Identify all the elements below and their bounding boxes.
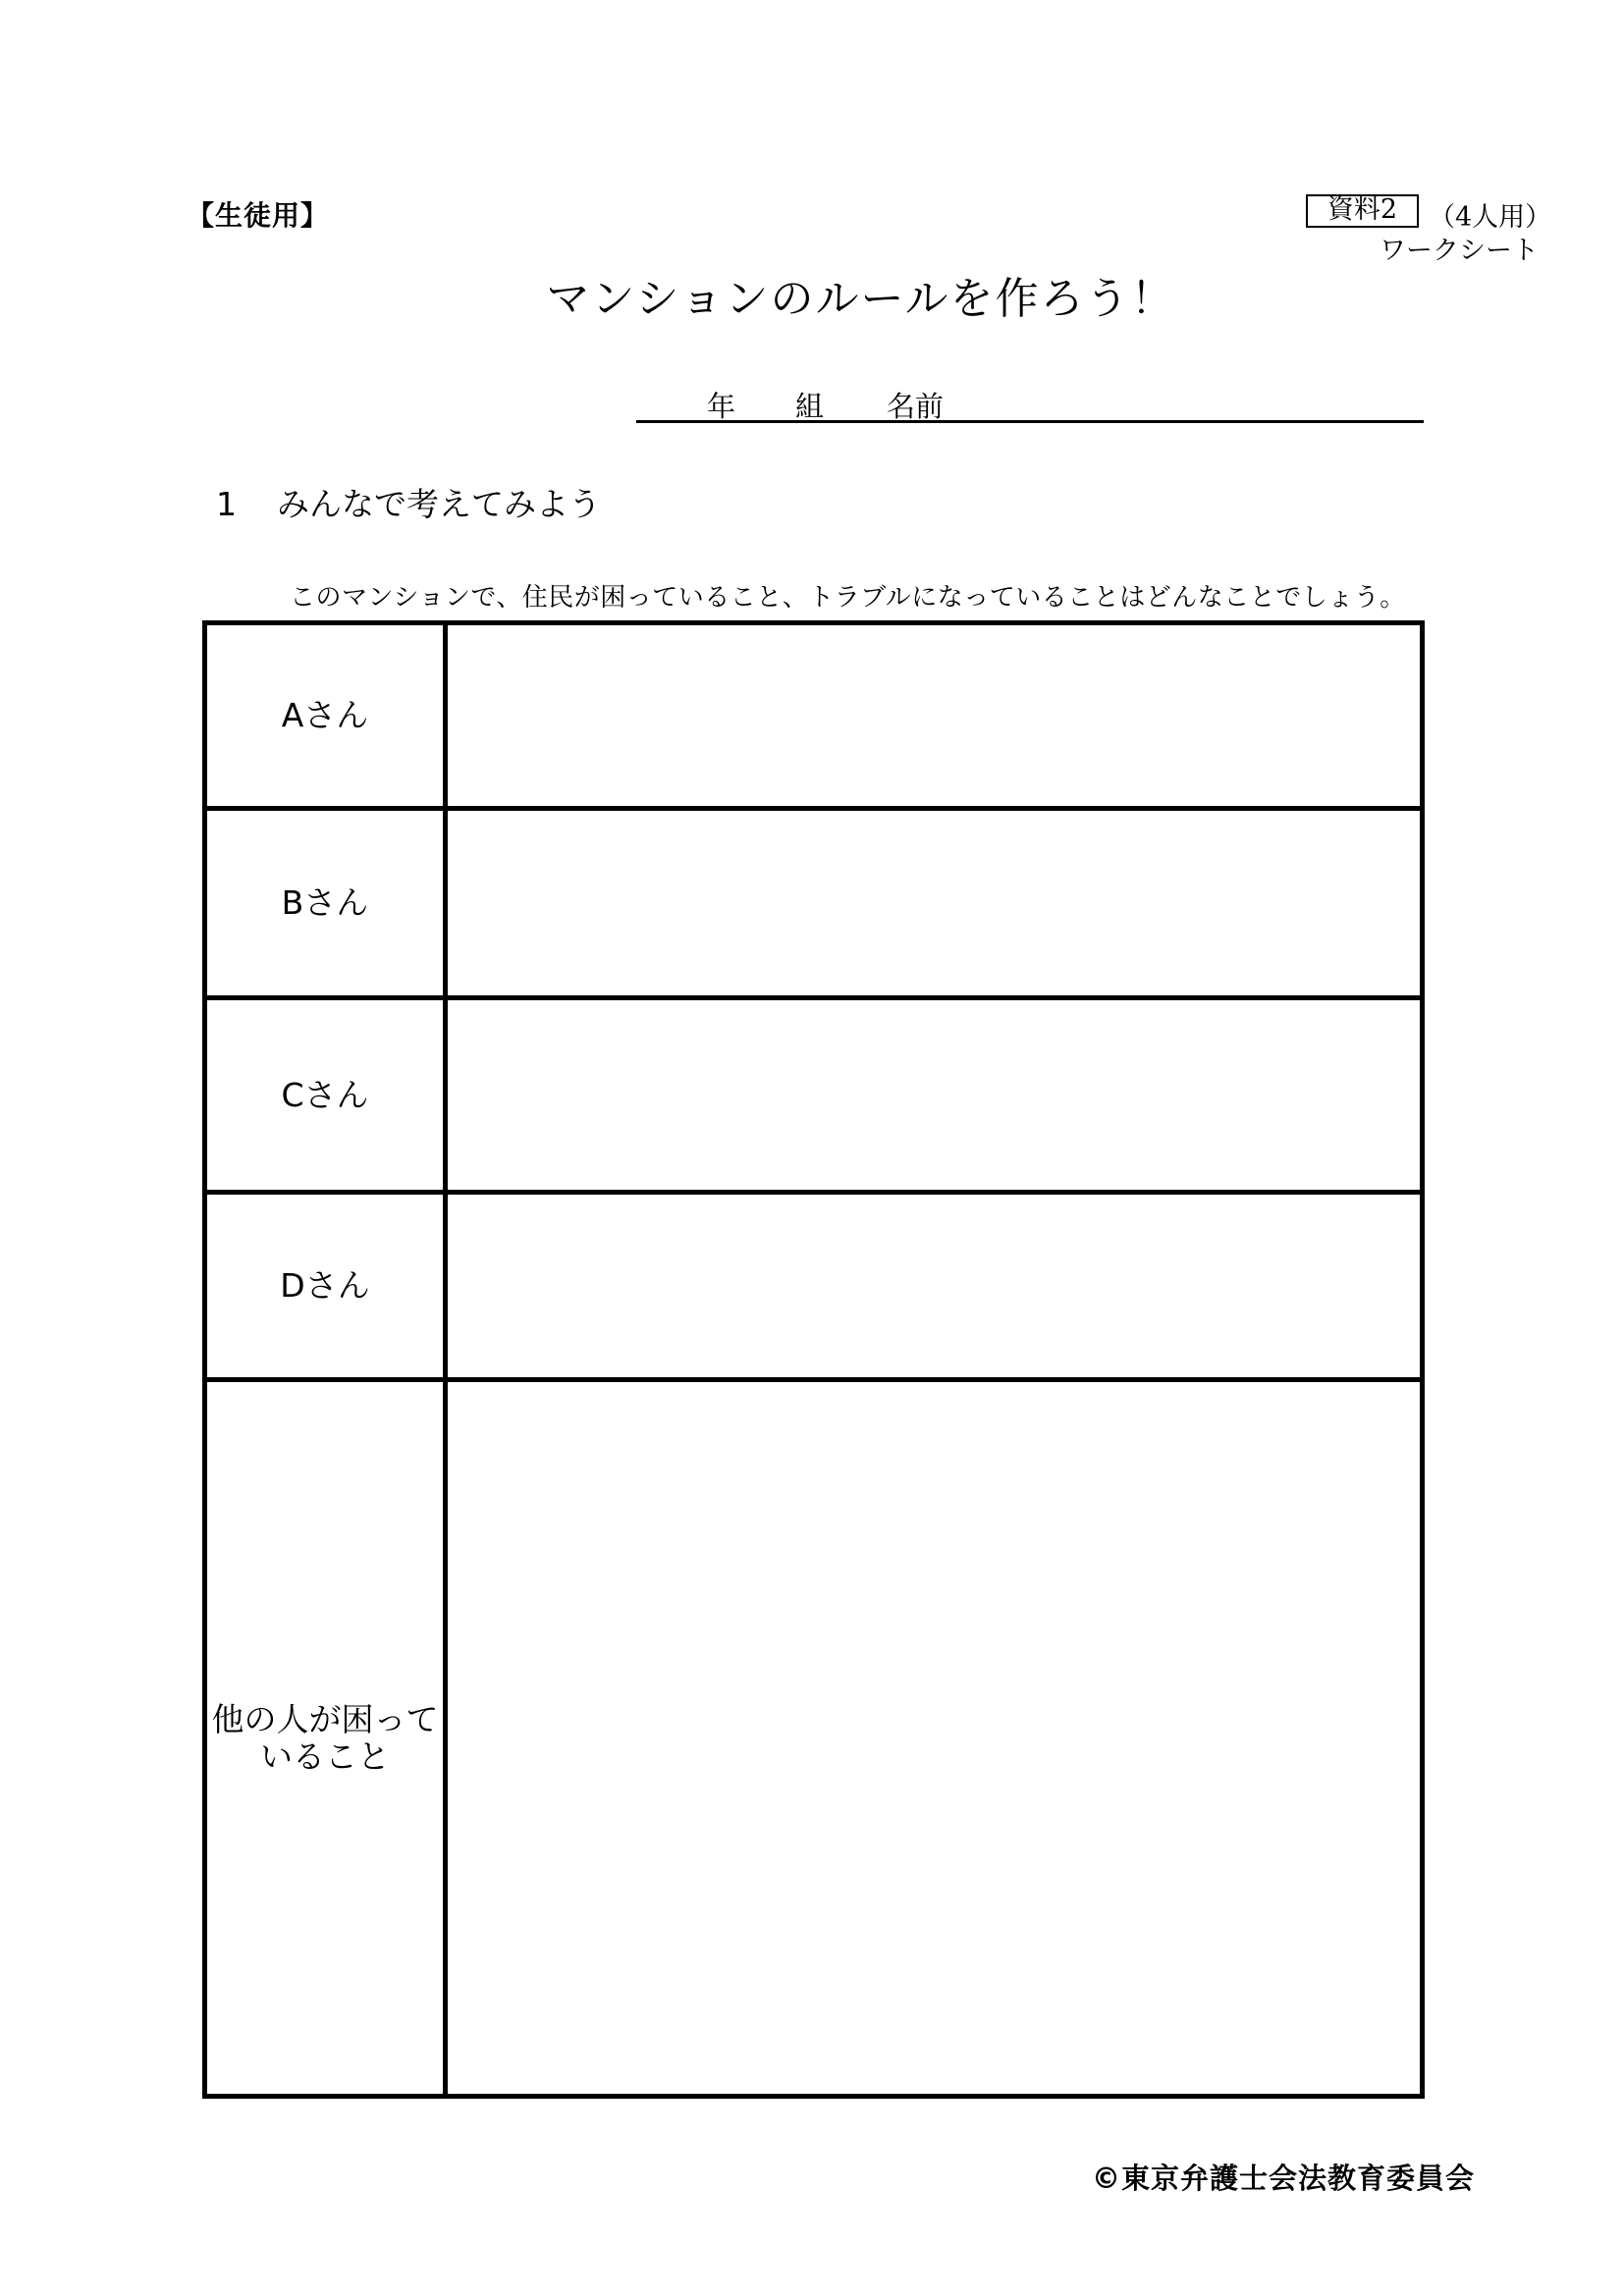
answer-cell-d[interactable] bbox=[446, 1193, 1423, 1380]
document-type-label: ワークシート bbox=[1380, 236, 1539, 266]
answer-cell-b[interactable] bbox=[446, 809, 1423, 998]
table-row bbox=[205, 809, 1423, 998]
section-title: みんなで考えてみよう bbox=[277, 485, 601, 523]
row-label-d: Dさん bbox=[205, 1193, 446, 1380]
table-row bbox=[205, 623, 1423, 809]
answer-cell-others[interactable] bbox=[446, 1380, 1423, 2097]
answer-cell-c[interactable] bbox=[446, 998, 1423, 1193]
year-label: 年 bbox=[707, 390, 736, 423]
instruction-text: このマンションで、住民が困っていること、トラブルになっていることはどんなことでしょう。 bbox=[290, 583, 1406, 613]
name-label: 名前 bbox=[887, 390, 945, 423]
material-label: 資料2 bbox=[1306, 194, 1419, 228]
row-label-others: 他の人が困っていること bbox=[205, 1380, 446, 2097]
table-row bbox=[205, 998, 1423, 1193]
row-label-c: Cさん bbox=[205, 998, 446, 1193]
worksheet-table bbox=[202, 620, 1425, 2099]
table-row bbox=[205, 1380, 1423, 2097]
row-label-a: Aさん bbox=[205, 623, 446, 809]
answer-cell-a[interactable] bbox=[446, 623, 1423, 809]
name-line[interactable] bbox=[636, 385, 1424, 423]
page-title: マンションのルールを作ろう！ bbox=[546, 274, 1176, 324]
section-heading bbox=[216, 479, 601, 525]
row-label-b: Bさん bbox=[205, 809, 446, 998]
table-row bbox=[205, 1193, 1423, 1380]
audience-label: 【生徒用】 bbox=[187, 199, 330, 232]
copyright-footer: ©東京弁護士会法教育委員会 bbox=[1092, 2162, 1476, 2195]
people-count-label: （4人用） bbox=[1429, 202, 1552, 233]
class-label: 組 bbox=[795, 390, 825, 423]
section-number: 1 bbox=[216, 485, 237, 523]
